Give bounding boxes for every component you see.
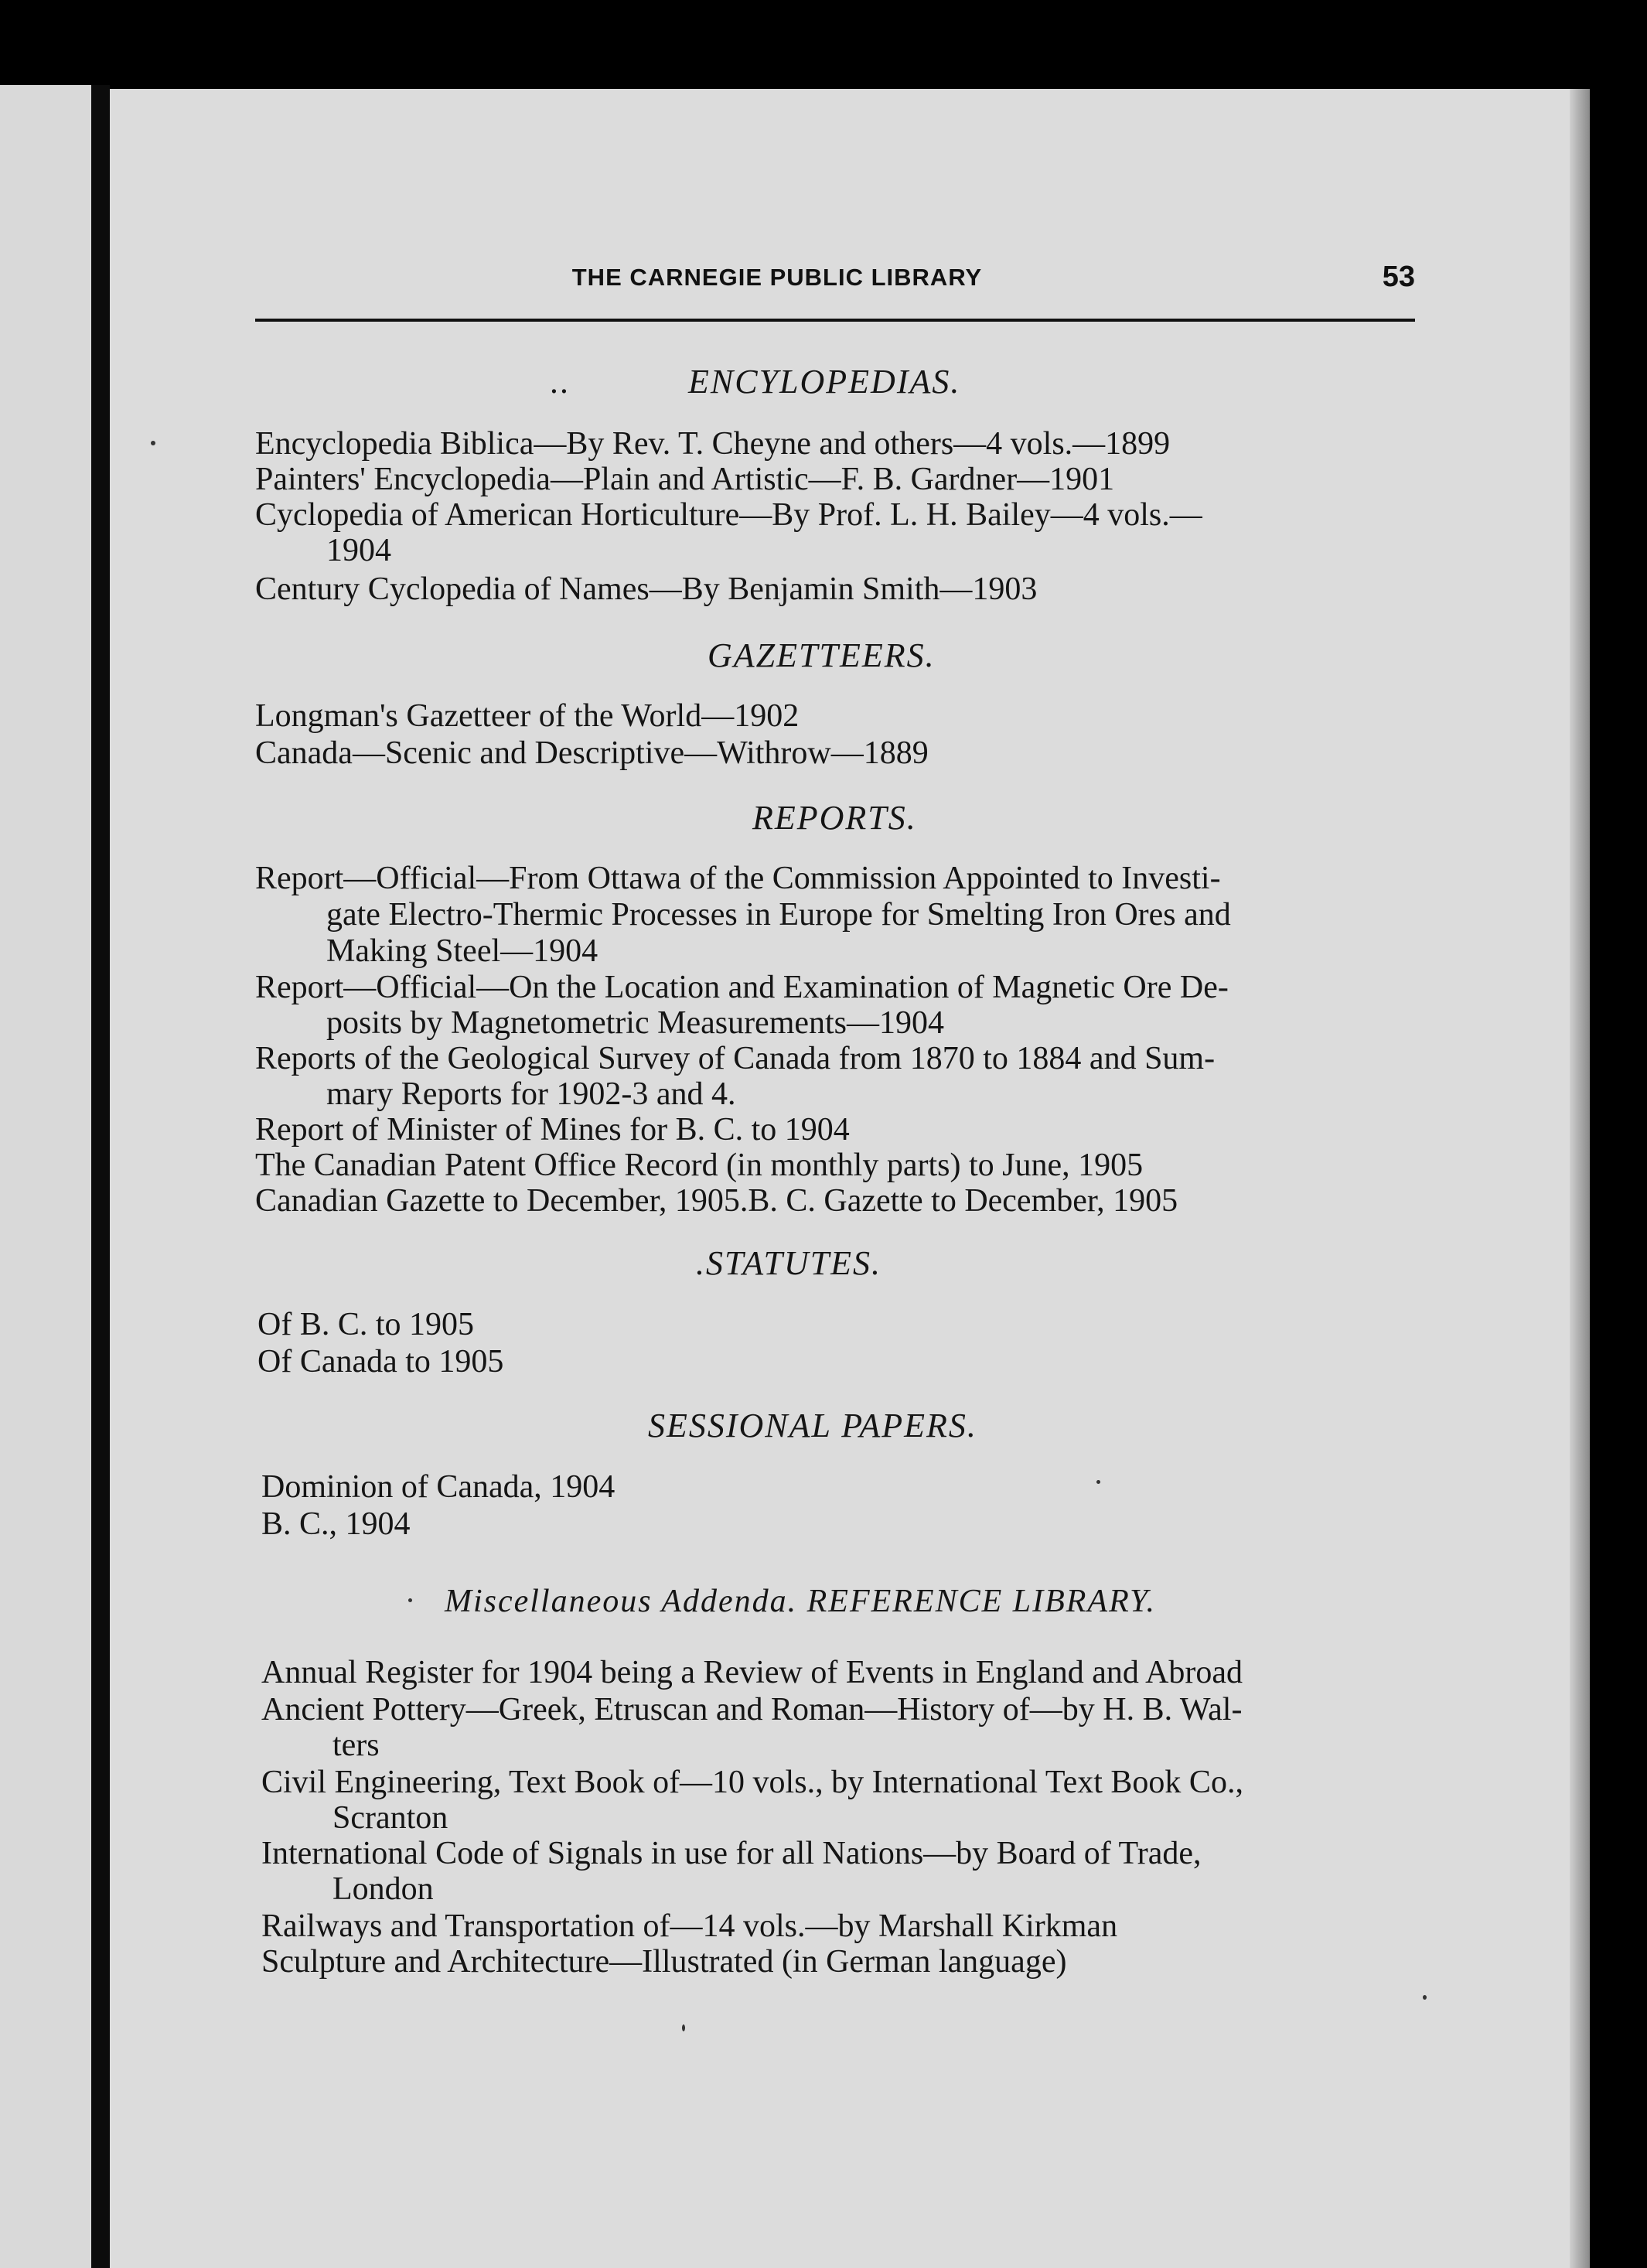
scan-speck [682,2024,685,2031]
header-rule [255,319,1415,322]
list-item: Report—Official—On the Location and Examination of Magnetic Ore De- [255,970,1229,1005]
list-item: Century Cyclopedia of Names—By Benjamin Smith—1903 [255,571,1038,607]
list-item-continuation: Making Steel—1904 [326,933,598,969]
facing-page-edge [0,85,93,2268]
statutes-heading: .STATUTES. [696,1244,882,1282]
list-item: Painters' Encyclopedia—Plain and Artistic—F. B. Gardner—1901 [255,462,1115,497]
gazetteers-heading: GAZETTEERS. [708,636,936,674]
miscellaneous-heading: Miscellaneous Addenda. REFERENCE LIBRARY. [445,1584,1156,1619]
page-number: 53 [1382,261,1415,293]
list-item-continuation: 1904 [326,533,391,568]
list-item-continuation: gate Electro-Thermic Processes in Europe for Smelting Iron Ores and [326,897,1231,933]
list-item-continuation: Scranton [332,1800,448,1836]
running-head [255,259,1415,305]
scan-speck [151,441,155,445]
list-item-continuation: posits by Magnetometric Measurements—1904 [326,1005,945,1041]
list-item: Railways and Transportation of—14 vols.—by Marshall Kirkman [261,1908,1118,1944]
list-item: Dominion of Canada, 1904 [261,1469,615,1505]
list-item: Cyclopedia of American Horticulture—By Prof. L. H. Bailey—4 vols.— [255,497,1202,533]
list-item: Of B. C. to 1905 [257,1307,475,1342]
list-item: Of Canada to 1905 [257,1344,504,1380]
scan-speck [408,1598,412,1602]
list-item: Longman's Gazetteer of the World—1902 [255,698,800,734]
encyclopedias-heading: ENCYLOPEDIAS. [688,363,961,401]
list-item: The Canadian Patent Office Record (in monthly parts) to June, 1905 [255,1148,1144,1183]
list-item: Annual Register for 1904 being a Review of Events in England and Abroad [261,1655,1243,1690]
sessional-papers-heading: SESSIONAL PAPERS. [648,1407,977,1444]
page-edge-shadow [1570,89,1590,2268]
running-head-title: THE CARNEGIE PUBLIC LIBRARY [571,264,983,291]
scan-speck [1096,1480,1100,1484]
list-item: Report of Minister of Mines for B. C. to 1904 [255,1112,850,1148]
reports-heading: REPORTS. [752,799,917,837]
encyclopedias-prefix: .. [551,363,571,401]
list-item: Encyclopedia Biblica—By Rev. T. Cheyne and others—4 vols.—1899 [255,426,1171,462]
scan-speck [1423,1995,1427,2000]
list-item-continuation: mary Reports for 1902-3 and 4. [326,1076,736,1112]
list-item-continuation: London [332,1871,434,1907]
list-item: Report—Official—From Ottawa of the Commission Appointed to Investi- [255,861,1221,896]
list-item: Civil Engineering, Text Book of—10 vols., by International Text Book Co., [261,1765,1243,1800]
list-item: Ancient Pottery—Greek, Etruscan and Roman—History of—by H. B. Wal- [261,1692,1243,1727]
list-item: Canada—Scenic and Descriptive—Withrow—1889 [255,735,929,771]
list-item: Sculpture and Architecture—Illustrated (in German language) [261,1944,1067,1980]
list-item: International Code of Signals in use for all Nations—by Board of Trade, [261,1836,1202,1871]
list-item: B. C., 1904 [261,1506,411,1542]
list-item: Canadian Gazette to December, 1905.B. C. Gazette to December, 1905 [255,1183,1178,1219]
list-item-continuation: ters [332,1727,380,1763]
book-spine [91,85,110,2268]
list-item: Reports of the Geological Survey of Canada from 1870 to 1884 and Sum- [255,1041,1216,1076]
